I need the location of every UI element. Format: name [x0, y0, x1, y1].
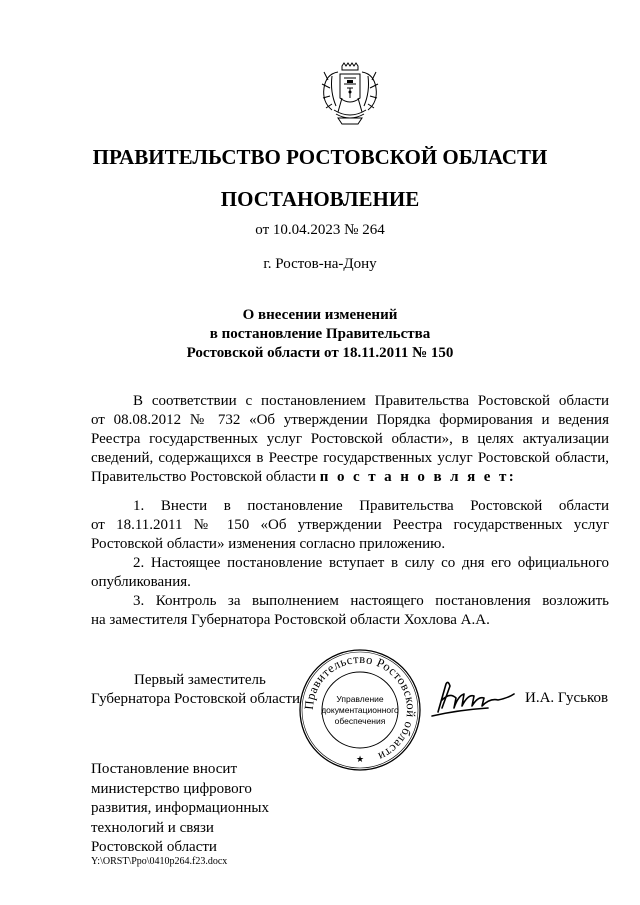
text-line: 1. Внести в постановление Правительства Ростовской области — [133, 498, 609, 514]
decree-items — [91, 497, 609, 630]
official-stamp — [298, 648, 422, 772]
text-line: от 08.08.2012 № 732 «Об утверждении Порядка формирования и ведения — [91, 412, 609, 428]
position-line: Первый заместитель — [134, 672, 266, 688]
document-subject — [0, 306, 640, 363]
document-city: г. Ростов-на-Дону — [263, 256, 377, 272]
introduced-by-block — [91, 760, 311, 858]
text-line: технологий и связи — [91, 819, 214, 836]
stamp-center-line: Управление — [336, 694, 384, 704]
position-line: Губернатора Ростовской области — [91, 691, 301, 707]
document-date-number: от 10.04.2023 № 264 — [255, 222, 385, 238]
text-line: Ростовской области — [91, 839, 217, 855]
stamp-ring-text: Правительство Ростовской области — [301, 651, 419, 764]
preamble-last-line: Правительство Ростовской области — [91, 469, 317, 485]
government-title: ПРАВИТЕЛЬСТВО РОСТОВСКОЙ ОБЛАСТИ — [92, 145, 548, 169]
signatory-position — [91, 671, 300, 709]
text-line: 3. Контроль за выполнением настоящего постановления возложить — [133, 593, 609, 609]
text-line: В соответствии с постановлением Правительства Ростовской области — [133, 393, 609, 409]
file-path: Y:\ORST\Ppo\0410p264.f23.docx — [91, 856, 228, 867]
decree-item-1 — [91, 497, 609, 554]
subject-line: О внесении изменений — [242, 307, 398, 323]
text-line: Постановление вносит — [91, 761, 238, 777]
text-line: 2. Настоящее постановление вступает в силу со дня его официального — [133, 555, 609, 571]
stamp-center-line: документационного — [321, 705, 399, 715]
text-line: развития, информационных — [91, 800, 269, 816]
text-line: министерство цифрового — [91, 780, 252, 797]
text-line: на заместителя Губернатора Ростовской области Хохлова А.А. — [91, 612, 490, 628]
document-type: ПОСТАНОВЛЕНИЕ — [220, 187, 420, 211]
text-line — [91, 468, 609, 487]
stamp-center-line: обеспечения — [334, 716, 386, 726]
text-line: от 18.11.2011 № 150 «Об утверждении Реестра государственных услуг — [91, 517, 609, 533]
stamp-star-icon: ★ — [355, 754, 365, 764]
subject-line: в постановление Правительства — [209, 326, 431, 342]
handwritten-signature — [428, 678, 518, 718]
signatory-name: И.А. Гуськов — [525, 690, 609, 706]
decree-item-3 — [91, 592, 609, 630]
decree-item-2 — [91, 554, 609, 592]
coat-of-arms-icon — [318, 62, 382, 128]
text-line: опубликования. — [91, 574, 191, 590]
text-line: Ростовской области» изменения согласно приложению. — [91, 536, 446, 552]
text-line: Реестра государственных услуг Ростовской области», в целях актуализации — [91, 431, 609, 447]
decree-word: п о с т а н о в л я е т: — [319, 469, 517, 485]
text-line: сведений, содержащихся в Реестре государственных услуг Ростовской области, — [91, 450, 609, 466]
subject-line: Ростовской области от 18.11.2011 № 150 — [186, 345, 454, 361]
preamble-paragraph — [91, 392, 609, 487]
